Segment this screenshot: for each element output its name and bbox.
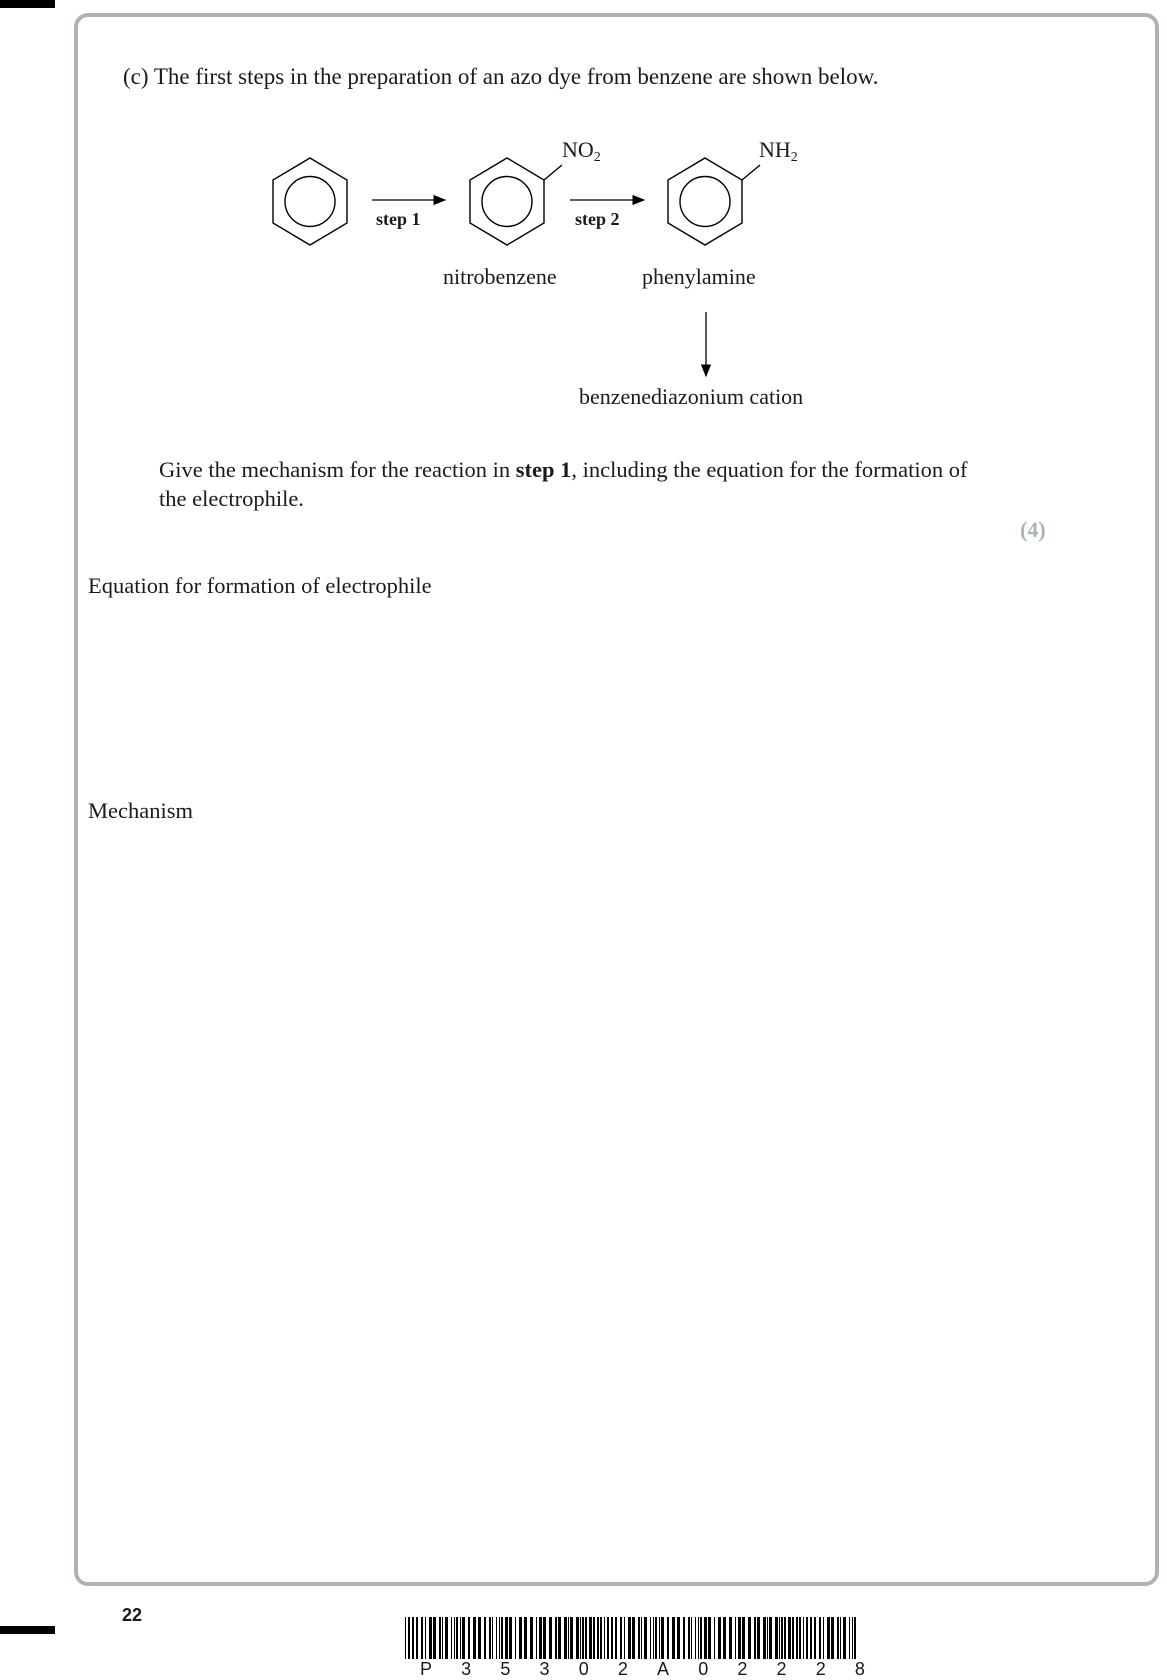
- barcode-bar: [723, 1617, 726, 1659]
- barcode-bar: [718, 1617, 721, 1659]
- barcode-bar: [468, 1617, 470, 1659]
- barcode-char: 2: [815, 1659, 826, 1679]
- barcode-bar: [530, 1617, 533, 1659]
- barcode-bar: [505, 1617, 508, 1659]
- barcode-bar: [788, 1617, 791, 1659]
- barcode-bar: [454, 1617, 455, 1659]
- barcode-char: 0: [578, 1659, 589, 1679]
- barcode-bar: [784, 1617, 786, 1659]
- barcode-bar: [624, 1617, 625, 1659]
- barcode-bar: [837, 1617, 839, 1659]
- barcode-bar: [442, 1617, 443, 1659]
- barcode-bar: [536, 1617, 537, 1659]
- barcode-bar: [462, 1617, 465, 1659]
- barcode-bar: [501, 1617, 503, 1659]
- barcode-bar: [576, 1617, 579, 1659]
- barcode-bar: [708, 1617, 711, 1659]
- barcode-bar: [549, 1617, 552, 1659]
- barcode-bar: [489, 1617, 491, 1659]
- barcode-bar: [769, 1617, 772, 1659]
- barcode-bar: [641, 1617, 642, 1659]
- barcode-bar: [478, 1617, 481, 1659]
- barcode-bar: [638, 1617, 640, 1659]
- barcode-bar: [421, 1617, 423, 1659]
- barcode-bar: [405, 1617, 406, 1659]
- barcode-bar: [814, 1617, 816, 1659]
- barcode-char: 3: [461, 1659, 472, 1679]
- barcode-char: 3: [539, 1659, 550, 1679]
- barcode-bar: [597, 1617, 599, 1659]
- barcode-bar: [775, 1617, 778, 1659]
- barcode-bar: [831, 1617, 834, 1659]
- barcode-bar: [763, 1617, 766, 1659]
- barcode-bar: [499, 1617, 500, 1659]
- cation-label: benzenediazonium cation: [579, 384, 804, 409]
- nitrobenzene-structure: [470, 158, 562, 245]
- barcode-bar: [735, 1617, 736, 1659]
- barcode-bar: [408, 1617, 410, 1659]
- barcode-bar: [691, 1617, 692, 1659]
- barcode-bar: [456, 1617, 458, 1659]
- barcode-bar: [519, 1617, 522, 1659]
- barcode-char: 8: [854, 1659, 865, 1679]
- barcode-bar: [819, 1617, 821, 1659]
- step2-label: step 2: [575, 209, 620, 229]
- barcode-bar: [748, 1617, 751, 1659]
- nitrobenzene-label: nitrobenzene: [443, 264, 557, 289]
- barcode-bar: [683, 1617, 685, 1659]
- barcode-bar: [564, 1617, 567, 1659]
- barcode-bar: [661, 1617, 664, 1659]
- barcode-bar: [653, 1617, 654, 1659]
- barcode-bar: [425, 1617, 426, 1659]
- barcode-bar: [445, 1617, 448, 1659]
- barcode-bar: [555, 1617, 557, 1659]
- amine-group-label: $NH_2$: [759, 137, 798, 165]
- barcode-bar: [615, 1617, 617, 1659]
- barcode-bar: [644, 1617, 647, 1659]
- barcode-bar: [729, 1617, 732, 1659]
- barcode-bar: [843, 1617, 846, 1659]
- nitro-group-label: $NO_2$: [562, 137, 601, 165]
- barcode-char: 0: [698, 1659, 709, 1679]
- barcode-char: 2: [776, 1659, 787, 1679]
- barcode-bar: [604, 1617, 605, 1659]
- barcode-bar: [672, 1617, 675, 1659]
- barcode-bar: [580, 1617, 581, 1659]
- equation-heading: Equation for formation of electrophile: [88, 573, 432, 598]
- margin-mark-bottom: [0, 1626, 55, 1634]
- page-number: 22: [122, 1605, 143, 1625]
- mechanism-heading: Mechanism: [88, 798, 193, 823]
- step1-emphasis: step 1: [515, 457, 572, 482]
- phenylamine-label: phenylamine: [642, 264, 756, 289]
- barcode-bar: [852, 1617, 853, 1659]
- barcode-bar: [806, 1617, 808, 1659]
- barcode-char: 2: [737, 1659, 748, 1679]
- barcode-bar: [714, 1617, 715, 1659]
- barcode-bar: [492, 1617, 493, 1659]
- phenylamine-structure: [668, 158, 760, 245]
- barcode-bar: [659, 1617, 660, 1659]
- barcode-bar: [611, 1617, 613, 1659]
- barcode-bar: [757, 1617, 760, 1659]
- barcode: [405, 1617, 860, 1659]
- step1-label: step 1: [376, 209, 421, 229]
- barcode-bar: [558, 1617, 561, 1659]
- barcode-bar: [582, 1617, 584, 1659]
- barcode-bar: [524, 1617, 527, 1659]
- barcode-bar: [754, 1617, 756, 1659]
- barcode-bar: [509, 1617, 512, 1659]
- barcode-char: P: [420, 1659, 433, 1679]
- barcode-bar: [607, 1617, 609, 1659]
- barcode-bar: [589, 1617, 592, 1659]
- barcode-bar: [698, 1617, 699, 1659]
- barcode-bar: [677, 1617, 680, 1659]
- barcode-bar: [796, 1617, 798, 1659]
- barcode-bar: [700, 1617, 702, 1659]
- barcode-bar: [823, 1617, 824, 1659]
- barcode-bar: [704, 1617, 707, 1659]
- barcode-bar: [429, 1617, 432, 1659]
- barcode-bar: [667, 1617, 669, 1659]
- barcode-bar: [570, 1617, 573, 1659]
- barcode-bar: [799, 1617, 801, 1659]
- barcode-bar: [460, 1617, 461, 1659]
- barcode-bar: [767, 1617, 768, 1659]
- barcode-bar: [840, 1617, 841, 1659]
- barcode-bar: [810, 1617, 812, 1659]
- barcode-bar: [650, 1617, 651, 1659]
- barcode-bar: [412, 1617, 414, 1659]
- barcode-bar: [439, 1617, 441, 1659]
- barcode-char: 2: [617, 1659, 628, 1679]
- barcode-bar: [803, 1617, 804, 1659]
- barcode-bar: [433, 1617, 436, 1659]
- barcode-bar: [496, 1617, 497, 1659]
- barcode-bar: [585, 1617, 587, 1659]
- barcode-bar: [568, 1617, 569, 1659]
- barcode-bar: [451, 1617, 452, 1659]
- barcode-bar: [854, 1617, 856, 1659]
- barcode-bar: [484, 1617, 486, 1659]
- barcode-bar: [543, 1617, 546, 1659]
- barcode-bar: [688, 1617, 690, 1659]
- barcode-bar: [738, 1617, 741, 1659]
- question-instruction: Give the mechanism for the reaction in step 1, including the equation for the formation of the electrophile.: [159, 457, 968, 511]
- barcode-char: A: [657, 1659, 670, 1679]
- barcode-bar: [473, 1617, 476, 1659]
- barcode-bar: [593, 1617, 595, 1659]
- barcode-bar: [695, 1617, 696, 1659]
- barcode-bar: [515, 1617, 516, 1659]
- barcode-bar: [827, 1617, 830, 1659]
- barcode-text: [420, 1659, 865, 1680]
- barcode-bar: [632, 1617, 635, 1659]
- benzene-structure: [273, 158, 347, 245]
- barcode-bar: [620, 1617, 622, 1659]
- question-intro: (c) The first steps in the preparation of an azo dye from benzene are shown below.: [123, 64, 879, 89]
- barcode-bar: [600, 1617, 602, 1659]
- marks-allocation: (4): [1020, 517, 1046, 542]
- barcode-bar: [655, 1617, 657, 1659]
- barcode-bar: [781, 1617, 783, 1659]
- barcode-bar: [779, 1617, 780, 1659]
- barcode-bar: [792, 1617, 794, 1659]
- barcode-bar: [742, 1617, 745, 1659]
- barcode-bar: [628, 1617, 631, 1659]
- barcode-bar: [849, 1617, 850, 1659]
- barcode-char: 5: [500, 1659, 511, 1679]
- barcode-bar: [416, 1617, 418, 1659]
- barcode-bar: [539, 1617, 542, 1659]
